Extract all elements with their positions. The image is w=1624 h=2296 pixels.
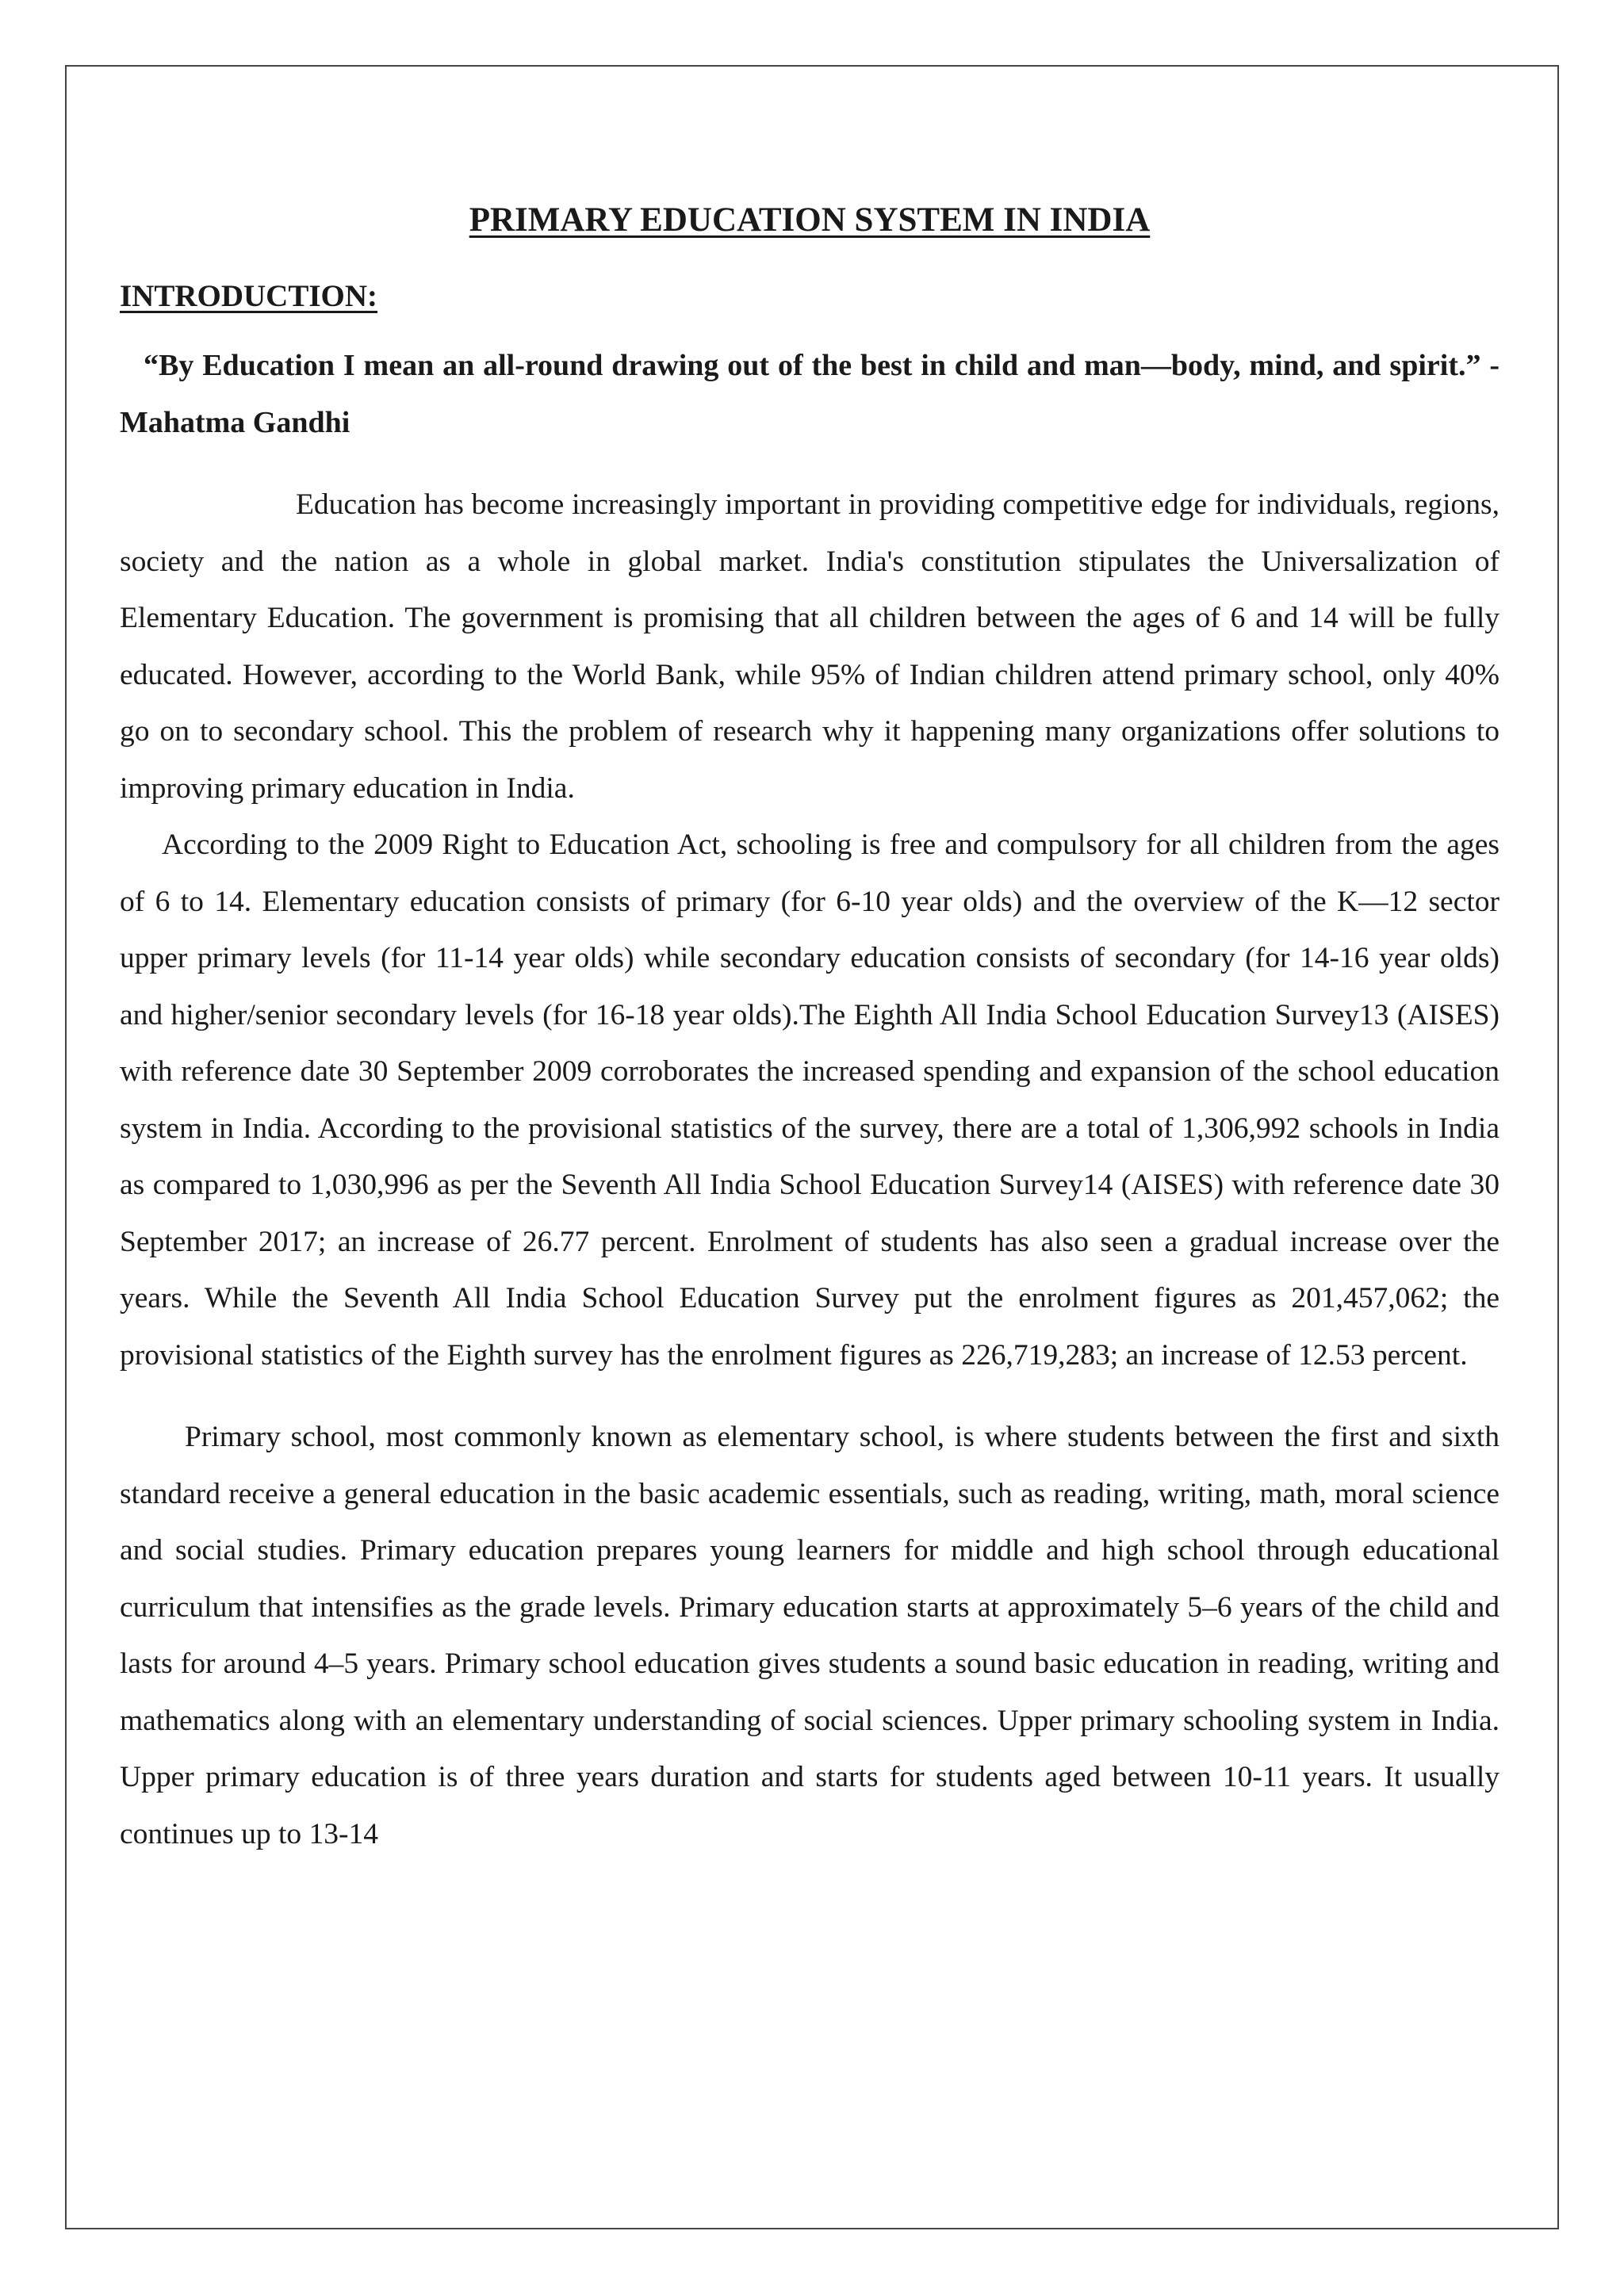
section-heading-introduction: INTRODUCTION: — [120, 279, 378, 313]
paragraph-rte-act: According to the 2009 Right to Education Act, schooling is free and compulsory for all children from the ages of 6 to 14. Elementary education consists of primary (for 6-10 year olds) and the overview of the K—12 sector upper primary levels (for 11-14 year olds) while secondary education consists of secondary (for 14-16 year olds) and higher/senior secondary levels (for 16-18 year olds).The Eighth All India School Education Survey13 (AISES) with reference date 30 September 2009 corroborates the increased spending and expansion of the school education system in India. According to the provisional statistics of the survey, there are a total of 1,306,992 schools in India as compared to 1,030,996 as per the Seventh All India School Education Survey14 (AISES) with reference date 30 September 2017; an increase of 26.77 percent. Enrolment of students has also seen a gradual increase over the years. While the Seventh All India School Education Survey put the enrolment figures as 201,457,062; the provisional statistics of the Eighth survey has the enrolment figures as 226,719,283; an increase of 12.53 percent. — [120, 828, 1500, 1372]
gandhi-quote: “By Education I mean an all-round drawing out of the best in child and man—body, mind, and spirit.” - Mahatma Gandhi — [120, 349, 1500, 439]
document-title: PRIMARY EDUCATION SYSTEM IN INDIA — [469, 201, 1151, 239]
paragraph-primary-school: Primary school, most commonly known as elementary school, is where students between the first and sixth standard receive a general education in the basic academic essentials, such as reading, writing, math, moral science and social studies. Primary education prepares young learners for middle and high school through educational curriculum that intensifies as the grade levels. Primary education starts at approximately 5–6 years of the child and lasts for around 4–5 years. Primary school education gives students a sound basic education in reading, writing and mathematics along with an elementary understanding of social sciences. Upper primary schooling system in India. Upper primary education is of three years duration and starts for students aged between 10-11 years. It usually continues up to 13-14 — [120, 1421, 1500, 1850]
paragraph-intro: Education has become increasingly important in providing competitive edge for individuals, regions, society and the nation as a whole in global market. India's constitution stipulates the Universalization of Elementary Education. The government is promising that all children between the ages of 6 and 14 will be fully educated. However, according to the World Bank, while 95% of Indian children attend primary school, only 40% go on to secondary school. This the problem of research why it happening many organizations offer solutions to improving primary education in India. — [120, 488, 1500, 805]
document-body — [120, 190, 1500, 1862]
